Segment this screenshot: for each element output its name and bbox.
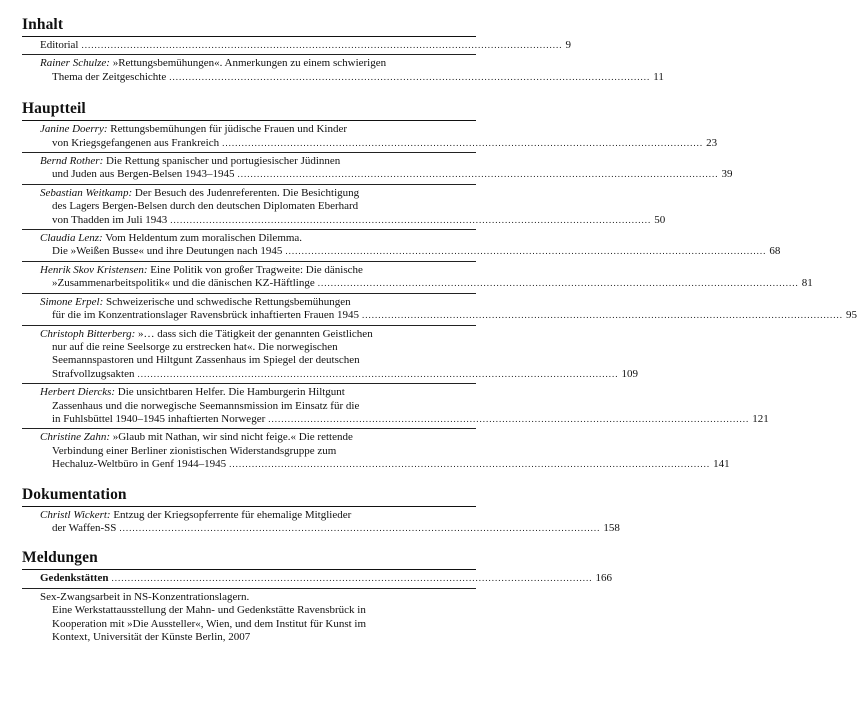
entry-line (40, 296, 476, 309)
entry-line (40, 155, 476, 168)
section-title-hauptteil: Hauptteil (22, 100, 86, 118)
entry-title: Gedenkstätten (40, 572, 109, 585)
entry-author: Bernd Rother: (40, 155, 104, 168)
entry-author: Christoph Bitterberg: (40, 327, 136, 340)
dot-leader: .................................................................................................................................................... (285, 246, 767, 257)
toc-entry-bitterberg[interactable] (22, 326, 638, 385)
toc-entry-schulze[interactable] (22, 55, 664, 86)
entry-title-cont: und Juden aus Bergen-Belsen 1943–1945 (52, 168, 235, 181)
entry-author: Rainer Schulze: (40, 57, 110, 70)
entry-line: Eine Werkstattausstellung der Mahn- und Gedenkstätte Ravensbrück in (52, 604, 366, 617)
entry-title-cont: für die im Konzentrationslager Ravensbrück inhaftierten Frauen 1945 (52, 309, 359, 322)
dot-leader: .................................................................................................................................................... (119, 522, 601, 533)
section-meldungen (22, 549, 612, 646)
entry-leader-line (40, 168, 733, 181)
entry-line: Sex-Zwangsarbeit in NS-Konzentrationslagern. (40, 590, 250, 603)
page-number: 39 (721, 168, 733, 181)
entry-leader-line (40, 412, 769, 426)
dot-leader: .................................................................................................................................................... (237, 169, 719, 180)
dot-leader: .................................................................................................................................................... (170, 214, 652, 225)
entry-line (40, 187, 476, 200)
toc-entry-lenz[interactable] (22, 230, 781, 262)
toc-entry-wickert[interactable] (22, 507, 620, 538)
entry-title: »… dass sich die Tätigkeit der genannten Geistlichen (137, 327, 373, 340)
entry-title: Editorial (40, 39, 79, 51)
entry-author: Janine Doerry: (40, 123, 108, 136)
entry-leader-line (40, 521, 620, 535)
page-number: 81 (801, 277, 813, 290)
entry-leader-line (40, 136, 718, 150)
page-number: 50 (654, 213, 666, 226)
toc-entry-sex-zwangsarbeit[interactable] (22, 589, 476, 647)
toc-entry-erpel[interactable] (22, 294, 857, 326)
entry-leader-line (40, 458, 730, 471)
toc-entry-editorial[interactable] (22, 37, 571, 55)
entry-title-cont: Die »Weißen Busse« und ihre Deutungen nach 1945 (52, 245, 283, 258)
entry-leader-line (40, 39, 571, 52)
entry-leader-line (40, 367, 638, 381)
entry-leader-line (40, 213, 666, 227)
entry-title: Der Besuch des Judenreferenten. Die Besichtigung (134, 186, 360, 199)
page-number: 11 (653, 70, 664, 83)
entry-line (40, 386, 476, 399)
dot-leader: .................................................................................................................................................... (137, 368, 619, 379)
page-number: 141 (713, 458, 730, 471)
entry-line: nur auf die reine Seelsorge zu erstrecken hat«. Die norwegischen (52, 340, 338, 353)
entry-line: Kontext, Universität der Künste Berlin, 2007 (52, 631, 251, 643)
dot-leader: .................................................................................................................................................... (317, 278, 799, 289)
toc-entry-diercks[interactable] (22, 384, 769, 429)
entry-title-cont: in Fuhlsbüttel 1940–1945 inhaftierten Norweger (52, 412, 266, 425)
entry-line (40, 232, 476, 245)
dot-leader: .................................................................................................................................................... (81, 40, 563, 50)
entry-title-cont: Hechaluz-Weltbüro in Genf 1944–1945 (52, 458, 227, 471)
entry-line: Kooperation mit »Die Aussteller«, Wien, und dem Institut für Kunst im (52, 617, 367, 630)
entry-line (40, 264, 476, 277)
entry-line: Seemannspastoren und Hiltgunt Zassenhaus im Spiegel der deutschen (52, 354, 360, 367)
toc-entry-weitkamp[interactable] (22, 185, 666, 230)
entry-line (40, 328, 476, 341)
entry-author: Simone Erpel: (40, 295, 104, 308)
entry-leader-line (40, 277, 813, 290)
entry-title-cont: der Waffen-SS (52, 521, 117, 534)
entry-author: Sebastian Weitkamp: (40, 186, 133, 199)
page-number: 9 (565, 39, 571, 51)
entry-title: Eine Politik von großer Tragweite: Die dänische (150, 263, 363, 276)
page-number: 68 (769, 245, 781, 258)
section-title-inhalt: Inhalt (22, 16, 64, 33)
entry-line (40, 57, 476, 70)
entry-author: Herbert Diercks: (40, 386, 116, 399)
entry-author: Christl Wickert: (40, 508, 111, 521)
entry-line (40, 509, 476, 522)
entry-title-cont: Thema der Zeitgeschichte (52, 70, 167, 83)
entry-author: Christine Zahn: (40, 431, 110, 444)
dot-leader: .................................................................................................................................................... (268, 413, 750, 424)
section-inhalt (22, 16, 664, 86)
dot-leader: .................................................................................................................................................... (362, 310, 843, 321)
entry-line: des Lagers Bergen-Belsen durch den deutschen Diplomaten Eberhard (52, 200, 359, 213)
entry-line: Zassenhaus und die norwegische Seemannsmission im Einsatz für die (52, 399, 360, 412)
section-dokumentation (22, 485, 620, 538)
entry-line: Verbindung einer Berliner zionistischen Widerstandsgruppe zum (52, 444, 337, 457)
entry-author: Henrik Skov Kristensen: (40, 263, 148, 276)
entry-leader-line (40, 245, 781, 258)
entry-line (40, 123, 476, 136)
entry-title: Entzug der Kriegsopferrente für ehemalige Mitglieder (113, 508, 352, 521)
entry-title-cont: von Thadden im Juli 1943 (52, 213, 168, 226)
entry-title: »Rettungsbemühungen«. Anmerkungen zu einem schwierigen (112, 57, 387, 70)
section-title-dokumentation: Dokumentation (22, 485, 127, 503)
section-hauptteil (22, 100, 857, 473)
entry-title-cont: Strafvollzugsakten (52, 367, 135, 380)
entry-leader-line (40, 70, 664, 84)
entry-line (40, 431, 476, 444)
dot-leader: .................................................................................................................................................... (111, 573, 593, 584)
page-number: 158 (603, 521, 620, 534)
entry-title-cont: von Kriegsgefangenen aus Frankreich (52, 136, 220, 149)
page-number: 166 (595, 572, 612, 585)
toc-entry-zahn[interactable] (22, 429, 730, 473)
entry-author: Claudia Lenz: (40, 232, 103, 245)
entry-title: Die Rettung spanischer und portugiesischer Jüdinnen (105, 155, 341, 168)
page-number: 121 (752, 412, 769, 425)
page-number: 23 (706, 136, 718, 149)
page-number: 95 (846, 309, 857, 322)
entry-leader-line (40, 309, 857, 322)
entry-leader-line (40, 572, 612, 585)
entry-title: »Glaub mit Nathan, wir sind nicht feige.« Die rettende (112, 431, 353, 444)
toc-entry-rother[interactable] (22, 153, 733, 185)
toc-entry-kristensen[interactable] (22, 262, 813, 294)
dot-leader: .................................................................................................................................................... (229, 459, 711, 470)
entry-title: Schweizerische und schwedische Rettungsbemühungen (105, 295, 351, 308)
page-number: 109 (621, 367, 638, 380)
dot-leader: .................................................................................................................................................... (222, 137, 704, 148)
entry-title: Rettungsbemühungen für jüdische Frauen und Kinder (110, 123, 348, 136)
entry-title: Vom Heldentum zum moralischen Dilemma. (105, 232, 303, 245)
entry-title: Die unsichtbaren Helfer. Die Hamburgerin Hiltgunt (117, 386, 345, 399)
section-title-meldungen: Meldungen (22, 549, 98, 567)
toc-entry-doerry[interactable] (22, 121, 718, 153)
dot-leader: .................................................................................................................................................... (169, 71, 651, 82)
entry-title-cont: »Zusammenarbeitspolitik« und die dänischen KZ-Häftlinge (52, 277, 315, 290)
toc-entry-gedenkstaetten[interactable] (22, 570, 612, 588)
